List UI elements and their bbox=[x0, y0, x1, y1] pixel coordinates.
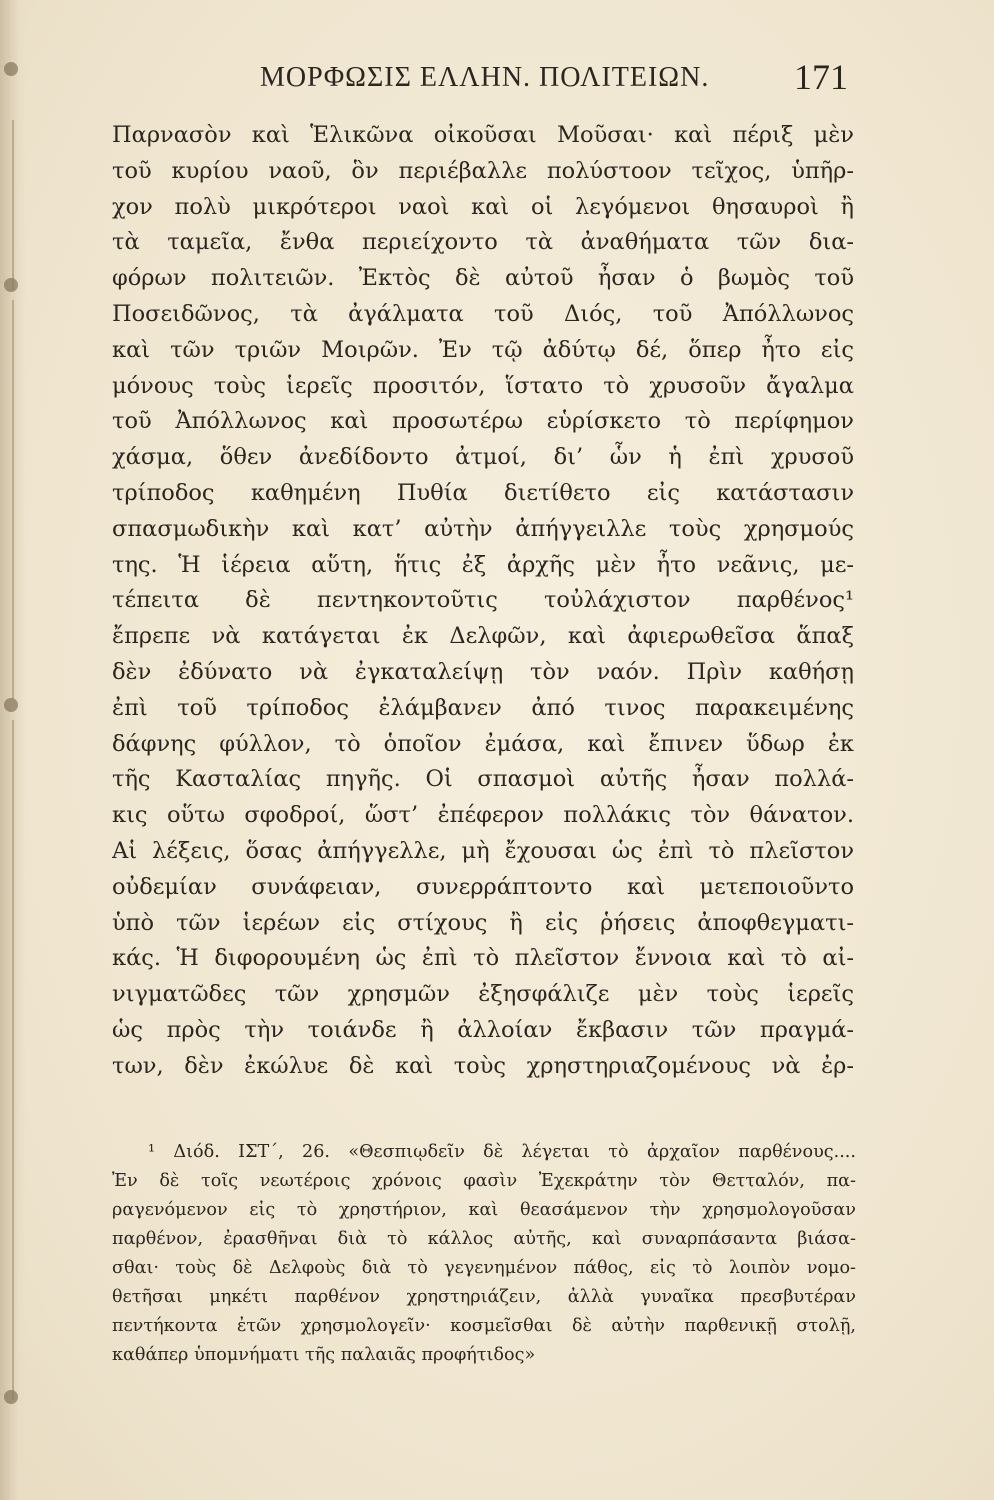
text-line: ἔπρεπε νὰ κατάγεται ἐκ Δελφῶν, καὶ ἀφιερωθεῖσα ἅπαξ bbox=[112, 623, 854, 650]
text-line: τοῦ Ἀπόλλωνος καὶ προσωτέρω εὑρίσκετο τὸ περίφημον bbox=[112, 408, 854, 435]
margin-line bbox=[12, 300, 14, 700]
footnote-line: παρθένον, ἐρασθῆναι διὰ τὸ κάλλος αὐτῆς, καὶ συναρπάσαντα βιάσα- bbox=[112, 1229, 856, 1249]
text-line: οὐδεμίαν συνάφειαν, συνερράπτοντο καὶ μετεποιοῦντο bbox=[112, 873, 854, 900]
page-number: 171 bbox=[794, 57, 848, 97]
text-line: μόνους τοὺς ἱερεῖς προσιτόν, ἵστατο τὸ χρυσοῦν ἄγαλμα bbox=[112, 372, 854, 399]
running-header bbox=[110, 58, 852, 104]
footnote-line: Ἐν δὲ τοῖς νεωτέροις χρόνοις φασὶν Ἐχεκράτην τὸν Θετταλόν, πα- bbox=[112, 1171, 856, 1191]
binding-stain bbox=[4, 1390, 18, 1404]
footnote-block bbox=[112, 1138, 856, 1370]
binding-stain bbox=[4, 62, 18, 76]
text-line: τρίποδος καθημένη Πυθία διετίθετο εἰς κατάστασιν bbox=[112, 479, 854, 506]
text-line: καὶ τῶν τριῶν Μοιρῶν. Ἐν τῷ ἀδύτῳ δέ, ὅπερ ἦτο εἰς bbox=[112, 336, 854, 363]
text-line: ὑπὸ τῶν ἱερέων εἰς στίχους ἢ εἰς ῥήσεις ἀποφθεγματι- bbox=[112, 909, 854, 936]
binding-stain bbox=[4, 698, 18, 712]
footnote-line: σθαι· τοὺς δὲ Δελφοὺς διὰ τὸ γεγενημένον πάθος, εἰς τὸ λοιπὸν νομο- bbox=[112, 1258, 856, 1278]
text-line: ὡς πρὸς τὴν τοιάνδε ἢ ἀλλοίαν ἔκβασιν τῶν πραγμά- bbox=[112, 1016, 854, 1043]
text-line: Αἱ λέξεις, ὅσας ἀπήγγελλε, μὴ ἔχουσαι ὡς ἐπὶ τὸ πλεῖστον bbox=[112, 837, 854, 864]
text-line: τέπειτα δὲ πεντηκοντοῦτις τοὐλάχιστον παρθένος¹ bbox=[112, 587, 854, 614]
text-line: κις οὕτω σφοδροί, ὥστ’ ἐπέφερον πολλάκις τὸν θάνατον. bbox=[112, 802, 854, 829]
text-line: νιγματῶδες τῶν χρησμῶν ἐξησφάλιζε μὲν τοὺς ἱερεῖς bbox=[112, 981, 854, 1008]
binding-stain bbox=[4, 278, 18, 292]
text-line: δὲν ἐδύνατο νὰ ἐγκαταλείψῃ τὸν ναόν. Πρὶν καθήσῃ bbox=[112, 658, 854, 685]
text-line: τοῦ κυρίου ναοῦ, ὃν περιέβαλλε πολύστοον τεῖχος, ὑπῆρ- bbox=[112, 157, 854, 184]
text-line: δάφνης φύλλον, τὸ ὁποῖον ἐμάσα, καὶ ἔπινεν ὕδωρ ἐκ bbox=[112, 730, 854, 757]
footnote-line: πεντήκοντα ἐτῶν χρησμολογεῖν· κοσμεῖσθαι δὲ αὐτὴν παρθενικῇ στολῇ, bbox=[112, 1316, 856, 1336]
margin-line bbox=[12, 120, 14, 290]
text-line: σπασμωδικὴν καὶ κατ’ αὐτὴν ἀπήγγειλλε τοὺς χρησμούς bbox=[112, 515, 854, 542]
binding-gutter bbox=[0, 0, 26, 1500]
text-line: ἐπὶ τοῦ τρίποδος ἐλάμβανεν ἀπό τινος παρακειμένης bbox=[112, 694, 854, 721]
text-line: τὰ ταμεῖα, ἔνθα περιείχοντο τὰ ἀναθήματα τῶν δια- bbox=[112, 229, 854, 256]
main-text bbox=[112, 118, 854, 1085]
footnote-line: θετῆσαι μηκέτι παρθένον χρηστηριάζειν, ἀλλὰ γυναῖκα πρεσβυτέραν bbox=[112, 1287, 856, 1307]
text-line: χον πολὺ μικρότεροι ναοὶ καὶ οἱ λεγόμενοι θησαυροὶ ἢ bbox=[112, 193, 854, 220]
footnote-line: ραγενόμενον εἰς τὸ χρηστήριον, καὶ θεασάμενον τὴν χρησμολογοῦσαν bbox=[112, 1200, 856, 1220]
text-line: Ποσειδῶνος, τὰ ἀγάλματα τοῦ Διός, τοῦ Ἀπόλλωνος bbox=[112, 300, 854, 327]
text-line: Παρνασὸν καὶ Ἑλικῶνα οἰκοῦσαι Μοῦσαι· καὶ πέριξ μὲν bbox=[112, 122, 854, 148]
text-line: των, δὲν ἐκώλυε δὲ καὶ τοὺς χρηστηριαζομένους νὰ ἐρ- bbox=[112, 1052, 854, 1079]
text-line: χάσμα, ὅθεν ἀνεδίδοντο ἀτμοί, δι’ ὧν ἡ ἐπὶ χρυσοῦ bbox=[112, 444, 854, 471]
text-line: τῆς Κασταλίας πηγῆς. Οἱ σπασμοὶ αὐτῆς ἦσαν πολλά- bbox=[112, 766, 854, 793]
text-line: της. Ἡ ἱέρεια αὕτη, ἥτις ἐξ ἀρχῆς μὲν ἦτο νεᾶνις, με- bbox=[112, 551, 854, 578]
running-title: ΜΟΡΦΩΣΙΣ ΕΛΛΗΝ. ΠΟΛΙΤΕΙΩΝ. bbox=[260, 62, 710, 93]
footnote-line: ¹ Διόδ. ΙΣΤ΄, 26. «Θεσπιῳδεῖν δὲ λέγεται τὸ ἀρχαῖον παρθένους.... bbox=[148, 1142, 856, 1162]
text-line: φόρων πολιτειῶν. Ἐκτὸς δὲ αὐτοῦ ἦσαν ὁ βωμὸς τοῦ bbox=[112, 265, 854, 292]
margin-line bbox=[12, 720, 14, 1400]
text-line: κάς. Ἡ διφορουμένη ὡς ἐπὶ τὸ πλεῖστον ἔννοια καὶ τὸ αἰ- bbox=[112, 945, 854, 972]
footnote-line: καθάπερ ὑπομνήματι τῆς παλαιᾶς προφήτιδος» bbox=[112, 1345, 536, 1365]
